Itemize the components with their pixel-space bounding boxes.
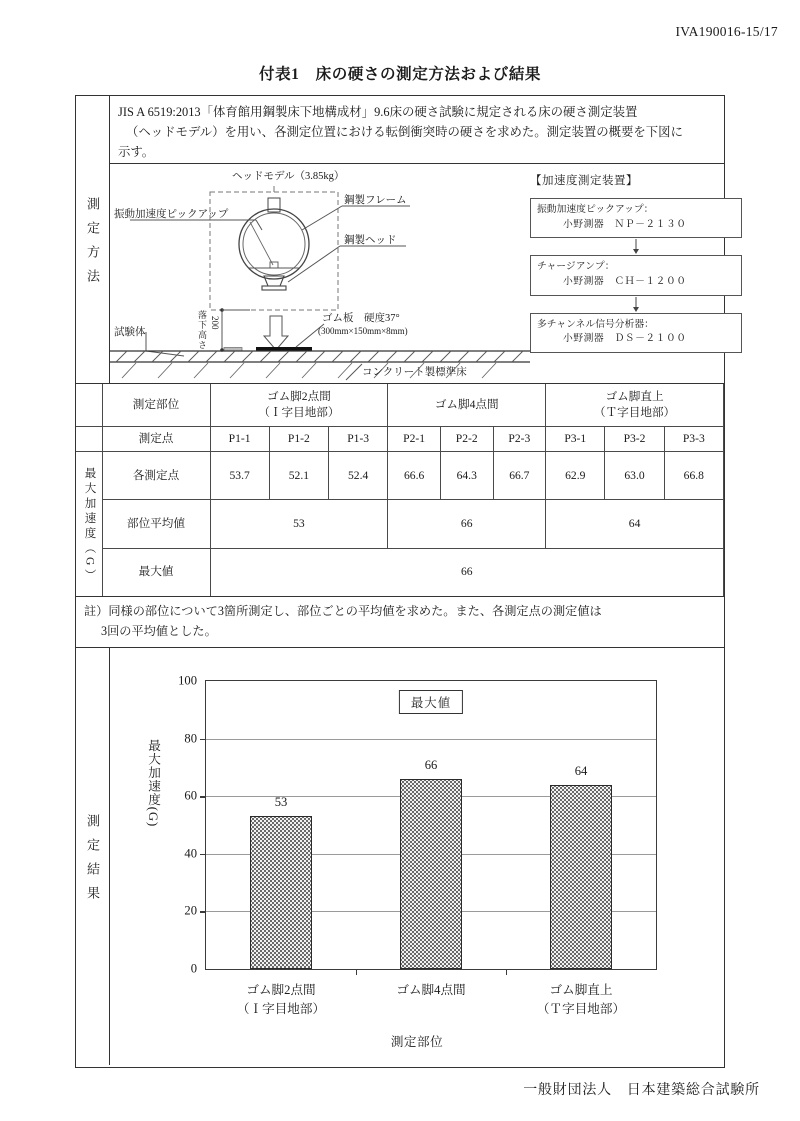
section-label-result-text: 測定結果 (85, 814, 100, 910)
device-panel-title: 【加速度測定装置】 (530, 175, 638, 187)
apparatus-drawing-svg (110, 164, 530, 382)
part-3-sub: （Ｔ字目地部） (593, 406, 676, 420)
chart-legend: 最大値 (399, 690, 463, 714)
table-cell-point-6: P3-1 (546, 427, 605, 452)
chart-y-tick-label: 0 (190, 961, 197, 976)
chart-y-axis-label: 最大加速度(G) (146, 738, 160, 828)
document-id: IVA190016-15/17 (675, 24, 778, 39)
table-header-point: 測定点 (102, 427, 210, 452)
table-vertical-unit-label (76, 451, 102, 596)
section-results-table (76, 384, 724, 597)
chart-x-category-sub: （Ｉ字目地部） (236, 1001, 326, 1016)
table-cell-value-1: 52.1 (269, 451, 328, 500)
table-row-part-average (76, 500, 724, 549)
diagram-label-head-model: ヘッドモデル（3.85kg） (232, 171, 345, 182)
device-name-analyzer: 多チャンネル信号分析器： (537, 318, 654, 330)
table-header-each-point: 各測定点 (102, 451, 210, 500)
chart-y-tick (200, 911, 206, 912)
diagram-label-specimen: 試験体 (114, 327, 146, 338)
chart-x-category-label (237, 981, 325, 1019)
chart-gridline (206, 739, 656, 740)
section-method-body (110, 96, 724, 383)
chart-bar (550, 785, 612, 969)
diagram-value-drop-height: 200 (210, 316, 220, 330)
chart-plot-area (178, 673, 657, 1016)
table-cell-average-2: 64 (546, 500, 724, 549)
table-cell-value-6: 62.9 (546, 451, 605, 500)
part-1-name: ゴム脚2点間 (267, 389, 331, 403)
table-row-points (76, 427, 724, 452)
chart-x-category-label (396, 981, 465, 1000)
note-line-1: 註）同様の部位について3箇所測定し、部位ごとの平均値を求めた。また、各測定点の測定値は (84, 604, 602, 618)
note-body (76, 597, 724, 647)
intro-line-3: 示す。 (118, 145, 155, 160)
table-cell-point-0: P1-1 (210, 427, 269, 452)
diagram-label-pickup: 振動加速度ピックアップ (114, 209, 229, 220)
device-arrow-1-icon (530, 238, 742, 255)
page-title: 付表1 床の硬さの測定方法および結果 (258, 66, 542, 83)
chart-x-tick (506, 969, 507, 975)
device-arrow-2-icon (530, 296, 742, 313)
table-cell-value-3: 66.6 (388, 451, 441, 500)
section-result-body (110, 648, 724, 1065)
table-cell-point-7: P3-2 (605, 427, 664, 452)
table-cell-value-8: 66.8 (664, 451, 723, 500)
apparatus-diagram (110, 164, 724, 382)
chart-bar-value-label: 64 (574, 763, 588, 778)
report-frame (75, 95, 725, 1068)
table-cell-point-8: P3-3 (664, 427, 723, 452)
diagram-label-concrete-base: コンクリート製標準床 (362, 367, 467, 378)
note-text (76, 597, 724, 641)
table-cell-max-value: 66 (210, 549, 724, 597)
diagram-label-rubber-plate: ゴム板 硬度37° (322, 313, 400, 324)
chart-x-axis-label: 測定部位 (390, 1035, 444, 1049)
part-3-name: ゴム脚直上 (605, 389, 664, 403)
chart-y-tick-label: 80 (184, 731, 197, 746)
section-label-result (76, 648, 110, 1065)
device-model-analyzer: 小野測器 ＤＳ－２１００ (563, 333, 687, 345)
table-header-part-3 (546, 384, 724, 427)
chart-y-tick (200, 739, 206, 740)
part-1-sub: （Ｉ字目地部） (258, 406, 340, 420)
table-row-each-point (76, 451, 724, 500)
section-note (76, 597, 724, 648)
table-header-part-average: 部位平均値 (102, 500, 210, 549)
table-row-parts (76, 384, 724, 427)
chart-x-category-label (537, 981, 625, 1019)
chart-bar-value-label: 53 (274, 795, 288, 810)
table-cell-point-1: P1-2 (269, 427, 328, 452)
device-name-charge-amp: チャージアンプ： (537, 261, 615, 273)
chart-y-tick-label: 40 (184, 846, 197, 861)
chart-x-tick (356, 969, 357, 975)
table-cell-value-7: 63.0 (605, 451, 664, 500)
table-cell-average-1: 66 (388, 500, 546, 549)
table-row-max-value (76, 549, 724, 597)
table-cell-point-4: P2-2 (440, 427, 493, 452)
chart-x-category-name: ゴム脚4点間 (396, 983, 466, 997)
chart-bar-value-label: 66 (424, 757, 438, 772)
bar-chart-container (110, 648, 724, 1065)
section-label-method-text: 測定方法 (85, 197, 100, 293)
note-line-2: 3回の平均値とした。 (101, 623, 217, 638)
table-cell-value-0: 53.7 (210, 451, 269, 500)
section-label-method (76, 96, 110, 383)
device-box-analyzer (530, 313, 742, 353)
table-vertical-unit-text: 最大加速度（G） (83, 467, 96, 585)
table-header-max-value: 最大値 (102, 549, 210, 597)
chart-y-tick-label: 100 (178, 673, 197, 688)
table-cell-value-4: 64.3 (440, 451, 493, 500)
diagram-label-steel-head: 鋼製ヘッド (344, 235, 397, 246)
table-cell-point-2: P1-3 (329, 427, 388, 452)
table-cell-average-0: 53 (210, 500, 388, 549)
device-name-pickup: 振動加速度ピックアップ： (537, 204, 654, 215)
device-model-charge-amp: 小野測器 ＣＨ－１２００ (563, 276, 687, 288)
chart-y-tick-label: 20 (184, 903, 197, 918)
chart-bar (400, 779, 462, 969)
chart-x-category-name: ゴム脚直上 (549, 983, 613, 997)
table-header-part: 測定部位 (102, 384, 210, 427)
table-header-part-1 (210, 384, 388, 427)
intro-line-1: JIS A 6519:2013「体育館用鋼製床下地構成材」9.6床の硬さ試験に規定される床の硬さ測定装置 (118, 105, 638, 119)
table-cell-point-5: P2-3 (493, 427, 546, 452)
chart-y-tick (200, 796, 206, 797)
intro-line-2: （ヘッドモデル）を用い、各測定位置における転倒衝突時の硬さを求めた。測定装置の概要を下図に (126, 125, 683, 140)
device-box-charge-amp (530, 255, 742, 295)
table-cell-value-2: 52.4 (329, 451, 388, 500)
intro-paragraph (110, 96, 724, 164)
document-footer: 一般財団法人 日本建築総合試験所 (523, 1083, 760, 1098)
table-cell-value-5: 66.7 (493, 451, 546, 500)
device-model-pickup: 小野測器 ＮＰ－２１３０ (563, 218, 687, 230)
diagram-label-steel-frame: 鋼製フレーム (344, 195, 407, 206)
section-measurement-method (76, 96, 724, 384)
chart-bar (250, 816, 312, 969)
chart-y-tick (200, 854, 206, 855)
table-header-part-2 (388, 384, 546, 427)
diagram-label-rubber-plate-size: (300mm×150mm×8mm) (318, 326, 408, 336)
table-cell-blank-points (76, 427, 102, 452)
chart-x-category-name: ゴム脚2点間 (246, 983, 316, 997)
part-2-name: ゴム脚4点間 (434, 398, 499, 412)
chart-x-category-sub: （Ｔ字目地部） (536, 1001, 626, 1016)
chart-y-tick-label: 60 (184, 788, 197, 803)
device-box-pickup (530, 198, 742, 238)
results-table-body (76, 384, 724, 596)
table-cell-point-3: P2-1 (388, 427, 441, 452)
table-cell-blank-top (76, 384, 102, 427)
acceleration-device-panel (530, 172, 742, 353)
section-measurement-result (76, 648, 724, 1065)
diagram-label-drop-height: 落下高さ (197, 310, 207, 350)
measurement-table (76, 384, 724, 596)
